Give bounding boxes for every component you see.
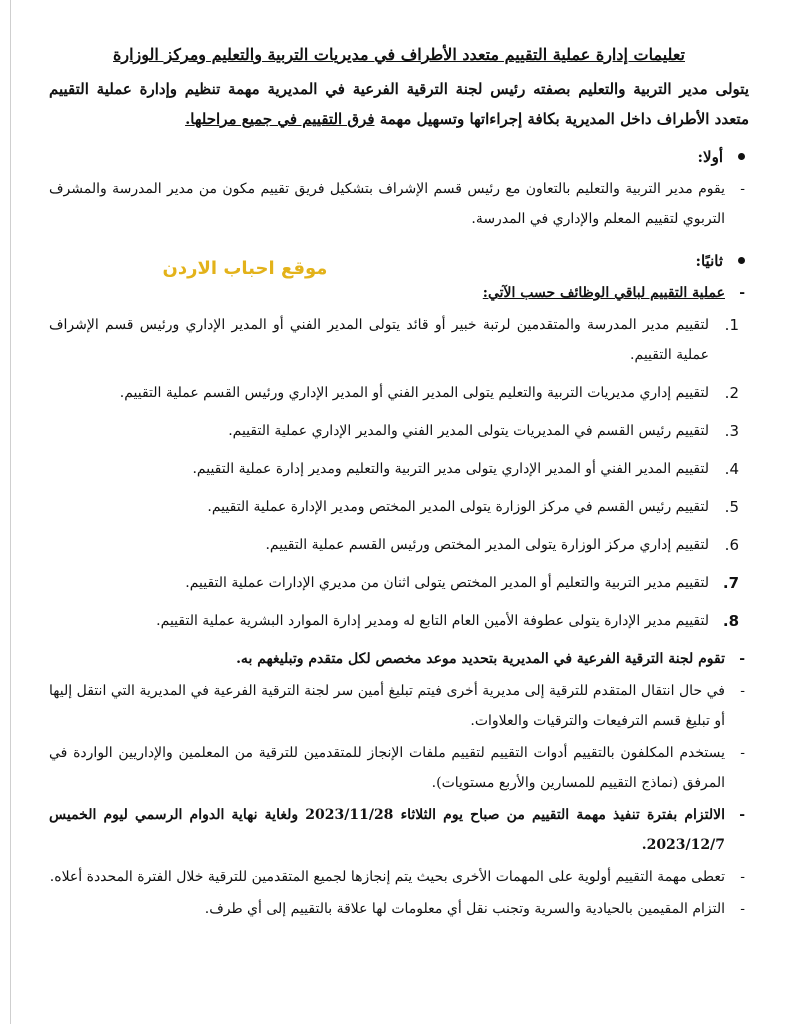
list-number: 2. [724, 384, 739, 402]
section-1-item-text: يقوم مدير التربية والتعليم بالتعاون مع رئيس قسم الإشراف بتشكيل فريق تقييم مكون من مدير المدرسة والمشرف التربوي لتقييم المعلم والإداري في المدرسة. [49, 181, 725, 227]
page-edge-line [10, 0, 11, 1024]
list-item [49, 416, 749, 446]
instruction-item-text: يستخدم المكلفون بالتقييم أدوات التقييم لتقييم ملفات الإنجاز للمتقدمين للترقية من المعلمين والإداريين الواردة في المرفق (نماذج التقييم للمسارين والأربع مستويات). [49, 745, 725, 791]
list-item-text: لتقييم المدير الفني أو المدير الإداري يتولى مدير التربية والتعليم ومدير إدارة عملية التقييم. [192, 461, 709, 477]
instruction-item [49, 800, 749, 860]
list-item-text: لتقييم إداري مديريات التربية والتعليم يتولى المدير الفني أو المدير الإداري ورئيس القسم عملية التقييم. [119, 385, 709, 401]
list-item-text: لتقييم إداري مركز الوزارة يتولى المدير المختص ورئيس القسم عملية التقييم. [265, 537, 709, 553]
document-title: تعليمات إدارة عملية التقييم متعدد الأطراف في مديريات التربية والتعليم ومركز الوزارة [113, 45, 685, 64]
list-item-text: لتقييم رئيس القسم في مركز الوزارة يتولى المدير المختص ومدير الإدارة عملية التقييم. [207, 499, 709, 515]
intro-underlined-text: فرق التقييم في جميع مراحلها. [185, 110, 375, 128]
list-number: 7. [722, 574, 739, 592]
section-1-heading [49, 142, 749, 172]
list-item [49, 310, 749, 370]
list-item-text: لتقييم رئيس القسم في المديريات يتولى المدير الفني والمدير الإداري عملية التقييم. [228, 423, 709, 439]
instruction-item [49, 644, 749, 674]
list-item-text: لتقييم مدير التربية والتعليم أو المدير المختص يتولى اثنان من مديري الإدارات عملية التقييم. [185, 575, 709, 591]
instruction-item [49, 862, 749, 892]
numbered-list [49, 310, 749, 636]
dash-icon: - [739, 807, 745, 823]
instruction-item-text: تعطى مهمة التقييم أولوية على المهمات الأخرى بحيث يتم إنجازها لجميع المتقدمين للترقية خلال الفترة المحددة أعلاه. [49, 869, 725, 885]
dash-icon: - [740, 181, 745, 197]
instruction-item [49, 738, 749, 798]
instruction-item-text: الالتزام بفترة تنفيذ مهمة التقييم من صباح يوم الثلاثاء 2023/11/28 ولغاية نهاية الدوام الرسمي ليوم الخميس 2023/12/7. [49, 807, 726, 853]
document-body [49, 40, 749, 926]
list-number: 1. [724, 316, 739, 334]
dash-icon: - [740, 901, 745, 917]
dash-icon: - [739, 651, 745, 667]
section-1-heading-text: أولا: [697, 148, 723, 166]
instruction-item [49, 676, 749, 736]
instruction-item-text: في حال انتقال المتقدم للترقية إلى مديرية أخرى فيتم تبليغ أمين سر لجنة الترقية الفرعية في المديرية التي انتقل إليها أو تبليغ قسم الترفيعات والترقيات والعلاوات. [49, 683, 725, 729]
list-number: 5. [724, 498, 739, 516]
watermark-text: موقع احباب الاردن [162, 258, 328, 279]
list-item [49, 378, 749, 408]
section-1-item [49, 174, 749, 234]
bullet-dot-icon [738, 257, 745, 264]
section-2-heading-text: ثانيًا: [695, 252, 723, 270]
list-item [49, 606, 749, 636]
list-number: 3. [724, 422, 739, 440]
intro-text: يتولى مدير التربية والتعليم بصفته رئيس لجنة الترقية الفرعية في المديرية مهمة تنظيم وإدارة عملية التقييم متعدد الأطراف داخل المديرية بكافة إجراءاتها وتسهيل مهمة [49, 80, 749, 128]
dash-icon: - [739, 285, 745, 301]
list-item [49, 568, 749, 598]
section-2-subheading [49, 278, 749, 308]
list-number: 4. [724, 460, 739, 478]
bullet-dot-icon [738, 153, 745, 160]
section-2-heading [49, 246, 749, 276]
intro-paragraph [49, 74, 749, 134]
section-2-subheading-text: عملية التقييم لباقي الوظائف حسب الآتي: [482, 285, 725, 301]
instruction-item [49, 894, 749, 924]
instruction-item-text: التزام المقيمين بالحيادية والسرية وتجنب نقل أي معلومات لها علاقة بالتقييم إلى أي طرف. [204, 901, 725, 917]
instruction-item-text: تقوم لجنة الترقية الفرعية في المديرية بتحديد موعد مخصص لكل متقدم وتبليغهم به. [236, 651, 725, 667]
dash-icon: - [740, 745, 745, 761]
list-item [49, 454, 749, 484]
list-number: 6. [724, 536, 739, 554]
dash-icon: - [740, 869, 745, 885]
list-item [49, 530, 749, 560]
list-item [49, 492, 749, 522]
list-item-text: لتقييم مدير الإدارة يتولى عطوفة الأمين العام التابع له ومدير إدارة الموارد البشرية عملية التقييم. [156, 613, 709, 629]
list-item-text: لتقييم مدير المدرسة والمتقدمين لرتبة خبير أو قائد يتولى المدير الفني أو المدير الإداري ورئيس قسم الإشراف عملية التقييم. [49, 317, 709, 363]
list-number: 8. [722, 612, 739, 630]
dash-icon: - [740, 683, 745, 699]
